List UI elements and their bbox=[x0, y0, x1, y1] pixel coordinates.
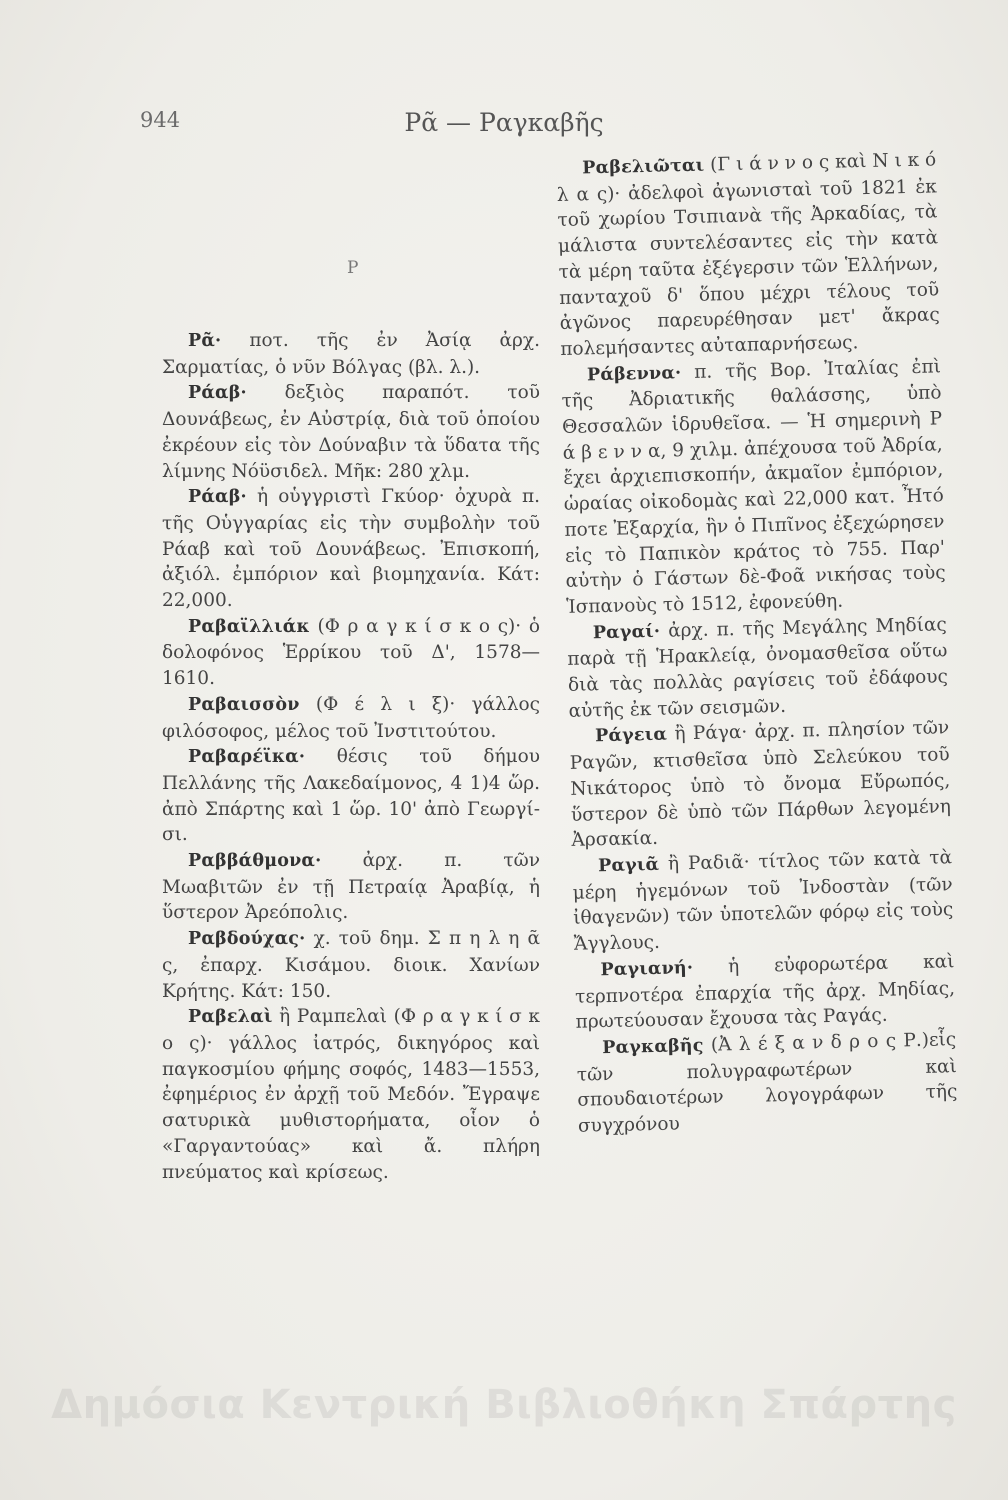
entry-headword: Ράβεννα· bbox=[586, 362, 682, 385]
entry-headword: Ραβαισσὸν bbox=[188, 694, 300, 715]
entry-text: ποτ. τῆς ἐν Ἀσίᾳ ἀρχ. Σαρματίας, ὁ νῦν Βόλγας (βλ. λ.). bbox=[162, 330, 540, 378]
dictionary-entry bbox=[574, 949, 956, 1036]
entry-text: ἀρχ. π. τῶν Μωαβιτῶν ἐν τῇ Πετραίᾳ Ἀραβίᾳ, ἡ ὕστερον Ἀρεόπολις. bbox=[162, 850, 540, 924]
dictionary-entry bbox=[162, 848, 540, 926]
dictionary-entry bbox=[162, 484, 540, 614]
entry-text: ἢ Ραμπελαὶ (Φ ρ α γ κ ί σ κ ο ς)· γάλλος ἰατρός, δικηγόρος καὶ παγκοσμίου φήμης σοφός, 1483—1553, ἐφημέριος ἐν ἀρχῇ τοῦ Μεδόν. Ἔγραψε σατυρικὰ μυθιστορήματα, οἷον ὁ «Γαργαντούας» καὶ ἄ. πλήρη πνεύματος καὶ κρίσεως. bbox=[162, 1006, 540, 1183]
entry-headword: Ραβδούχας· bbox=[188, 929, 306, 950]
entry-headword: Ράγεια bbox=[594, 725, 668, 747]
dictionary-entry bbox=[567, 612, 949, 724]
right-column bbox=[556, 147, 958, 1139]
entry-headword: Ραβαρέϊκα· bbox=[188, 747, 306, 768]
dictionary-entry bbox=[162, 1004, 540, 1185]
entry-text: (Γ ι ά ν ν ο ς καὶ Ν ι κ ό λ α ς)· ἀδελφοὶ ἀγωνισταὶ τοῦ 1821 ἐκ τοῦ χωρίου Τσιπιανὰ τῆς Ἀρκαδίας, τὰ μάλιστα συντελέσαντες εἰς τὴν κατὰ τὰ μέρη ταῦτα ἐξέγερσιν τῶν Ἑλλήνων, πανταχοῦ δ' ὅπου μέχρι τέλους τοῦ ἀγῶνος παρευρέθησαν μετ' ἄκρας πολεμήσαντες αὐταπαρνήσεως. bbox=[556, 149, 940, 360]
entry-headword: Ραβαϊλλιάκ bbox=[188, 616, 310, 637]
entry-text: ἡ εὐφορωτέρα καὶ τερπνοτέρα ἐπαρχία τῆς ἀρχ. Μηδίας, πρωτεύουσαν ἔχουσα τὰς Ραγάς. bbox=[574, 950, 956, 1033]
entry-text: π. τῆς Βορ. Ἰταλίας ἐπὶ τῆς Ἀδριατικῆς θαλάσσης, ὑπὸ Θεσσαλῶν ἱδρυθεῖσα. — Ἡ σημερινὴ Ρ ά β ε ν ν α, 9 χιλμ. ἀπέχουσα τοῦ Ἀδρία, ἔχει ἀρχιεπισκοπήν, ἀκμαῖον ἐμπόριον, ὡραίας οἰκοδομὰς καὶ 22,000 κατ. Ἦτό ποτε Ἐξαρχία, ἣν ὁ Πιπῖνος ἐξεχώρησεν εἰς τὸ Παπικὸν κράτος τὸ 755. Παρ' αὐτὴν ὁ Γάστων δὲ-Φοᾶ νικήσας τοὺς Ἱσπανοὺς τὸ 1512, ἐφονεύθη. bbox=[561, 355, 946, 618]
dictionary-entry bbox=[576, 1027, 958, 1139]
dictionary-entry bbox=[162, 926, 540, 1004]
entry-headword: Ραβελαὶ bbox=[188, 1007, 273, 1028]
dictionary-entry bbox=[162, 328, 540, 380]
entry-headword: Ραβελιῶται bbox=[582, 155, 705, 179]
entry-headword: Ραββάθμονα· bbox=[188, 851, 322, 872]
entry-headword: Ρᾶ· bbox=[188, 331, 222, 351]
entry-text: (Φ έ λ ι ξ)· γάλλος φιλόσοφος, μέλος τοῦ Ἰνστιτούτου. bbox=[162, 693, 540, 742]
entry-text: δεξιὸς παραπότ. τοῦ Δουνάβεως, ἐν Αὐστρίᾳ, διὰ τοῦ ὁποίου ἐκρέουν εἰς τὸν Δούναβιν τὰ ὕδατα τῆς λίμνης Νόϋσιδελ. Μῆκ: 280 χλμ. bbox=[162, 382, 540, 482]
section-letter: Ρ bbox=[347, 258, 359, 278]
entry-text: ἢ Ράγα· ἀρχ. π. πλησίον τῶν Ραγῶν, κτισθεῖσα ὑπὸ Σελεύκου τοῦ Νικάτορος ὑπὸ τὸ ὄνομα Εὔρωπός, ὕστερον δὲ ὑπὸ τῶν Πάρθων λεγομένη Ἀρσακία. bbox=[569, 717, 952, 852]
left-column bbox=[162, 328, 540, 1185]
dictionary-entry bbox=[569, 716, 952, 854]
dictionary-entry bbox=[561, 354, 947, 621]
entry-headword: Ράαβ· bbox=[188, 487, 247, 508]
dictionary-entry bbox=[162, 380, 540, 484]
entry-text: (Φ ρ α γ κ ί σ κ ο ς)· ὁ δολοφόνος Ἑρρίκου τοῦ Δ', 1578—1610. bbox=[162, 615, 540, 690]
entry-headword: Ραγκαβῆς bbox=[602, 1035, 704, 1059]
dictionary-entry bbox=[556, 147, 941, 362]
entry-text: ἡ οὑγγριστὶ Γκύορ· ὀχυρὰ π. τῆς Οὑγγαρίας εἰς τὴν συμβολὴν τοῦ Ράαβ καὶ τοῦ Δουνάβεως. Ἐπισκοπή, ἀξιόλ. ἐμπόριον καὶ βιομηχανία. Κάτ: 22,000. bbox=[162, 486, 540, 612]
library-watermark: Δημόσια Κεντρική Βιβλιοθήκη Σπάρτης bbox=[51, 1382, 957, 1428]
entry-headword: Ράαβ· bbox=[188, 383, 247, 404]
dictionary-entry bbox=[162, 744, 540, 848]
page-number: 944 bbox=[140, 108, 181, 132]
dictionary-entry bbox=[162, 614, 540, 692]
entry-text: ἢ Ραδιᾶ· τίτλος τῶν κατὰ τὰ μέρη ἡγεμόνων τοῦ Ἰνδοστὰν (τῶν ἰθαγενῶν) τῶν ὑποτελῶν φόρῳ εἰς τοὺς Ἄγγλους. bbox=[572, 847, 954, 955]
dictionary-entry bbox=[572, 845, 954, 957]
entry-headword: Ραγιᾶ bbox=[597, 854, 660, 877]
running-header: Ρᾶ — Ραγκαβῆς bbox=[404, 108, 604, 137]
entry-text: θέσις τοῦ δήμου Πελλάνης τῆς Λακεδαίμονος, 4 1)4 ὥρ. ἀπὸ Σπάρτης καὶ 1 ὥρ. 10' ἀπὸ Γεωργί-σι. bbox=[162, 746, 540, 846]
entry-headword: Ραγιανή· bbox=[600, 957, 694, 980]
dictionary-entry bbox=[162, 692, 540, 744]
entry-text: (Ἀ λ έ ξ α ν δ ρ ο ς Ρ.)εἷς τῶν πολυγραφωτέρων καὶ σπουδαιοτέρων λογογράφων τῆς συγχρόνου bbox=[576, 1029, 958, 1137]
entry-text: χ. τοῦ δημ. Σ π η λ η ᾶ ς, ἐπαρχ. Κισάμου. διοικ. Χανίων Κρήτης. Κάτ: 150. bbox=[162, 928, 540, 1002]
entry-text: ἀρχ. π. τῆς Μεγάλης Μηδίας παρὰ τῇ Ἡρακλείᾳ, ὀνομασθεῖσα οὕτω διὰ τὰς πολλὰς ραγίσεις τοῦ ἐδάφους αὐτῆς ἐκ τῶν σεισμῶν. bbox=[567, 613, 949, 722]
entry-headword: Ραγαί· bbox=[592, 621, 661, 643]
